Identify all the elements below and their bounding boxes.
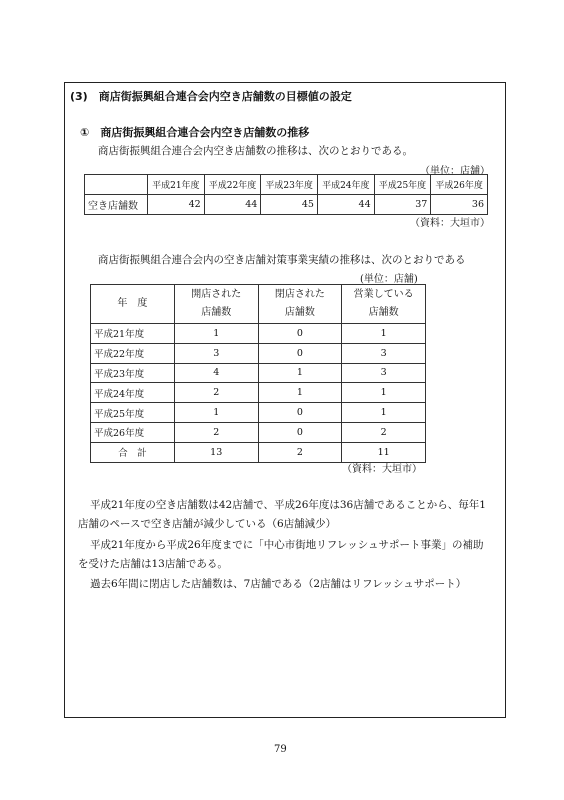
- table1-value: 37: [374, 195, 431, 215]
- subsection-heading: ① 商店街振興組合連合会内空き店舗数の推移: [80, 126, 310, 139]
- table2-operating: 3: [342, 343, 426, 363]
- table2-header-operating: 営業している 店舗数: [342, 285, 426, 324]
- table2-operating: 1: [342, 383, 426, 403]
- table2-year: 平成26年度: [91, 422, 175, 442]
- table-row: [91, 422, 426, 442]
- table2-closed: 1: [258, 383, 342, 403]
- table1-row-label: 空き店舗数: [85, 195, 148, 215]
- table2-operating: 1: [342, 403, 426, 423]
- paragraph-2-line-1: 平成21年度から平成26年度までに「中心市街地リフレッシュサポート事業」の補助: [90, 539, 484, 551]
- table1-year-header: 平成21年度: [148, 175, 205, 195]
- table1-year-header: 平成22年度: [204, 175, 261, 195]
- table1-value: 44: [317, 195, 374, 215]
- table-row: [91, 383, 426, 403]
- unit-label-1: （単位：店舗）: [420, 166, 490, 177]
- table2-year: 平成23年度: [91, 363, 175, 383]
- table1-value: 45: [261, 195, 318, 215]
- page-number: 79: [274, 744, 287, 755]
- table-row: [91, 324, 426, 344]
- table2-year: 平成24年度: [91, 383, 175, 403]
- table1-year-header: 平成24年度: [317, 175, 374, 195]
- table2-closed: 0: [258, 403, 342, 423]
- table2-opened: 4: [174, 363, 258, 383]
- table1-value: 42: [148, 195, 205, 215]
- table2-header-year: 年 度: [91, 285, 175, 324]
- table1-corner: [85, 175, 148, 195]
- table2-year: 平成21年度: [91, 324, 175, 344]
- vacancy-measures-table: [90, 284, 426, 463]
- paragraph-2-line-2: を受けた店舗は13店舗である。: [78, 558, 228, 570]
- table1-value: 44: [204, 195, 261, 215]
- table2-operating: 3: [342, 363, 426, 383]
- intro-text: 商店街振興組合連合会内空き店舗数の推移は、次のとおりである。: [98, 145, 413, 157]
- table2-opened: 3: [174, 343, 258, 363]
- paragraph-1-line-2: 店舗のペースで空き店舗が減少している（6店舗減少）: [78, 518, 337, 530]
- table2-header-closed: 閉店された 店舗数: [258, 285, 342, 324]
- table2-year: 平成25年度: [91, 403, 175, 423]
- table1-year-header: 平成23年度: [261, 175, 318, 195]
- table2-closed: 1: [258, 363, 342, 383]
- section-heading: (3) 商店街振興組合連合会内空き店舗数の目標値の設定: [70, 90, 352, 103]
- intro-text-2: 商店街振興組合連合会内の空き店舗対策事業実績の推移は、次のとおりである: [98, 254, 466, 266]
- table2-year: 平成22年度: [91, 343, 175, 363]
- paragraph-3: 過去6年間に閉店した店舗数は、7店舗である（2店舗はリフレッシュサポート）: [90, 578, 467, 590]
- source-label-2: （資料：大垣市）: [342, 464, 422, 475]
- table2-opened: 2: [174, 383, 258, 403]
- table-row: [91, 363, 426, 383]
- table2-opened: 1: [174, 403, 258, 423]
- table2-total-opened: 13: [174, 442, 258, 462]
- source-label-1: （資料：大垣市）: [410, 218, 490, 229]
- table2-header-opened: 開店された 店舗数: [174, 285, 258, 324]
- table2-opened: 1: [174, 324, 258, 344]
- table1-year-header: 平成26年度: [431, 175, 488, 195]
- table2-total-closed: 2: [258, 442, 342, 462]
- table-row: [91, 343, 426, 363]
- table2-total-operating: 11: [342, 442, 426, 462]
- paragraph-1-line-1: 平成21年度の空き店舗数は42店舗で、平成26年度は36店舗であることから、毎年1: [90, 499, 486, 511]
- unit-label-2: (単位：店舗): [360, 274, 418, 285]
- table1-value: 36: [431, 195, 488, 215]
- table-row: [91, 403, 426, 423]
- table2-closed: 0: [258, 324, 342, 344]
- table1-year-header: 平成25年度: [374, 175, 431, 195]
- table2-operating: 2: [342, 422, 426, 442]
- table2-closed: 0: [258, 343, 342, 363]
- vacancy-table: [84, 174, 488, 215]
- table2-total-label: 合 計: [91, 442, 175, 462]
- table2-operating: 1: [342, 324, 426, 344]
- table2-opened: 2: [174, 422, 258, 442]
- table2-closed: 0: [258, 422, 342, 442]
